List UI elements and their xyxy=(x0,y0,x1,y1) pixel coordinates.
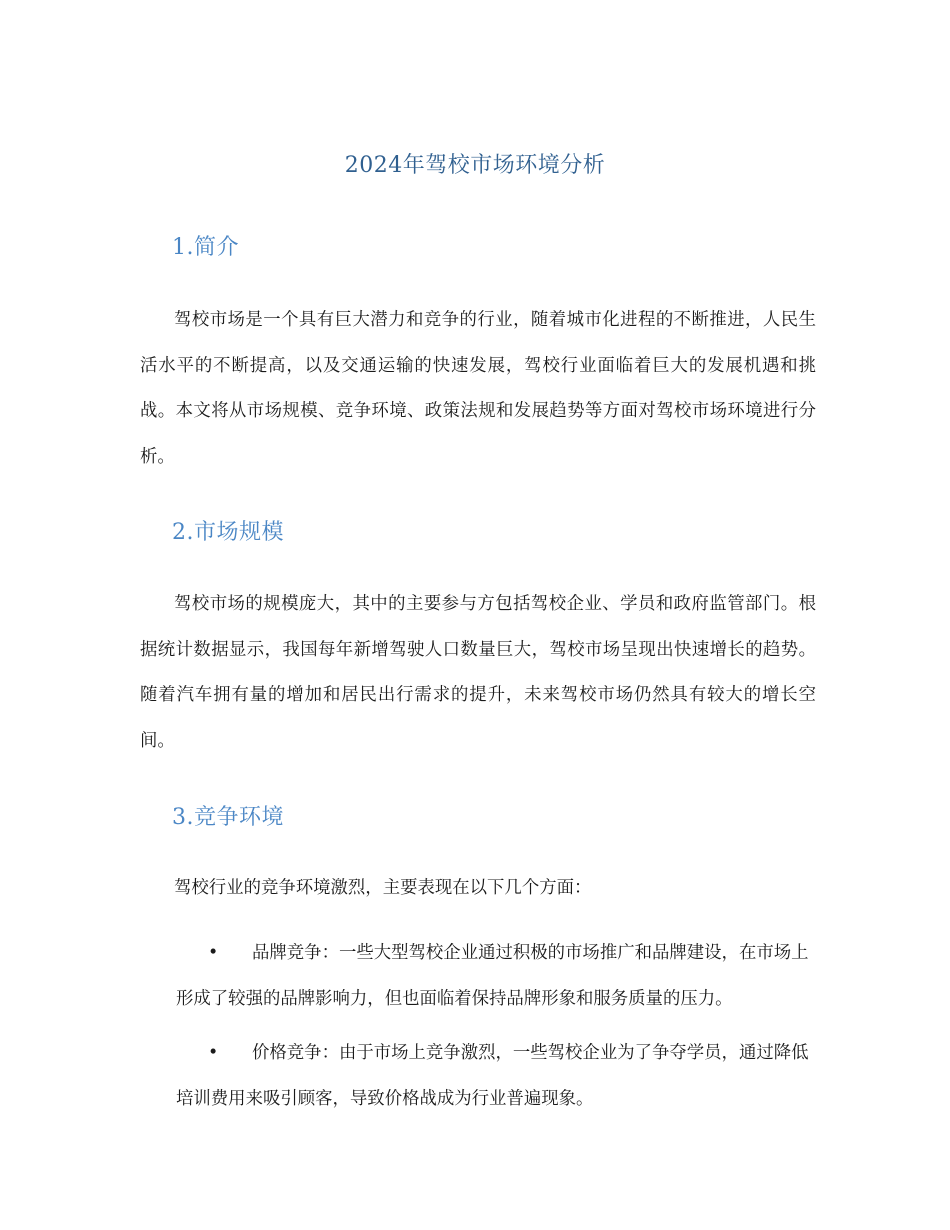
list-item-text: 品牌竞争：一些大型驾校企业通过积极的市场推广和品牌建设，在市场上形成了较强的品牌影响力，但也面临着保持品牌形象和服务质量的压力。 xyxy=(176,943,809,1009)
list-item xyxy=(176,930,816,1022)
section-heading-competition: 3.竞争环境 xyxy=(172,805,284,830)
section-heading-intro: 1.简介 xyxy=(172,235,239,260)
section-heading-market-size: 2.市场规模 xyxy=(172,520,284,545)
section-paragraph-intro: 驾校市场是一个具有巨大潜力和竞争的行业，随着城市化进程的不断推进，人民生活水平的不断提高，以及交通运输的快速发展，驾校行业面临着巨大的发展机遇和挑战。本文将从市场规模、竞争环境、政策法规和发展趋势等方面对驾校市场环境进行分析。 xyxy=(140,310,816,467)
bullet-icon: • xyxy=(208,943,219,963)
section-paragraph-market-size: 驾校市场的规模庞大，其中的主要参与方包括驾校企业、学员和政府监管部门。根据统计数据显示，我国每年新增驾驶人口数量巨大，驾校市场呈现出快速增长的趋势。随着汽车拥有量的增加和居民出行需求的提升，未来驾校市场仍然具有较大的增长空间。 xyxy=(140,594,816,751)
list-item xyxy=(176,1030,816,1122)
section-paragraph-competition: 驾校行业的竞争环境激烈，主要表现在以下几个方面： xyxy=(174,878,592,898)
bullet-icon: • xyxy=(208,1043,219,1063)
document-title: 2024年驾校市场环境分析 xyxy=(344,153,606,178)
list-item-text: 价格竞争：由于市场上竞争激烈，一些驾校企业为了争夺学员，通过降低培训费用来吸引顾客，导致价格战成为行业普遍现象。 xyxy=(176,1043,809,1109)
